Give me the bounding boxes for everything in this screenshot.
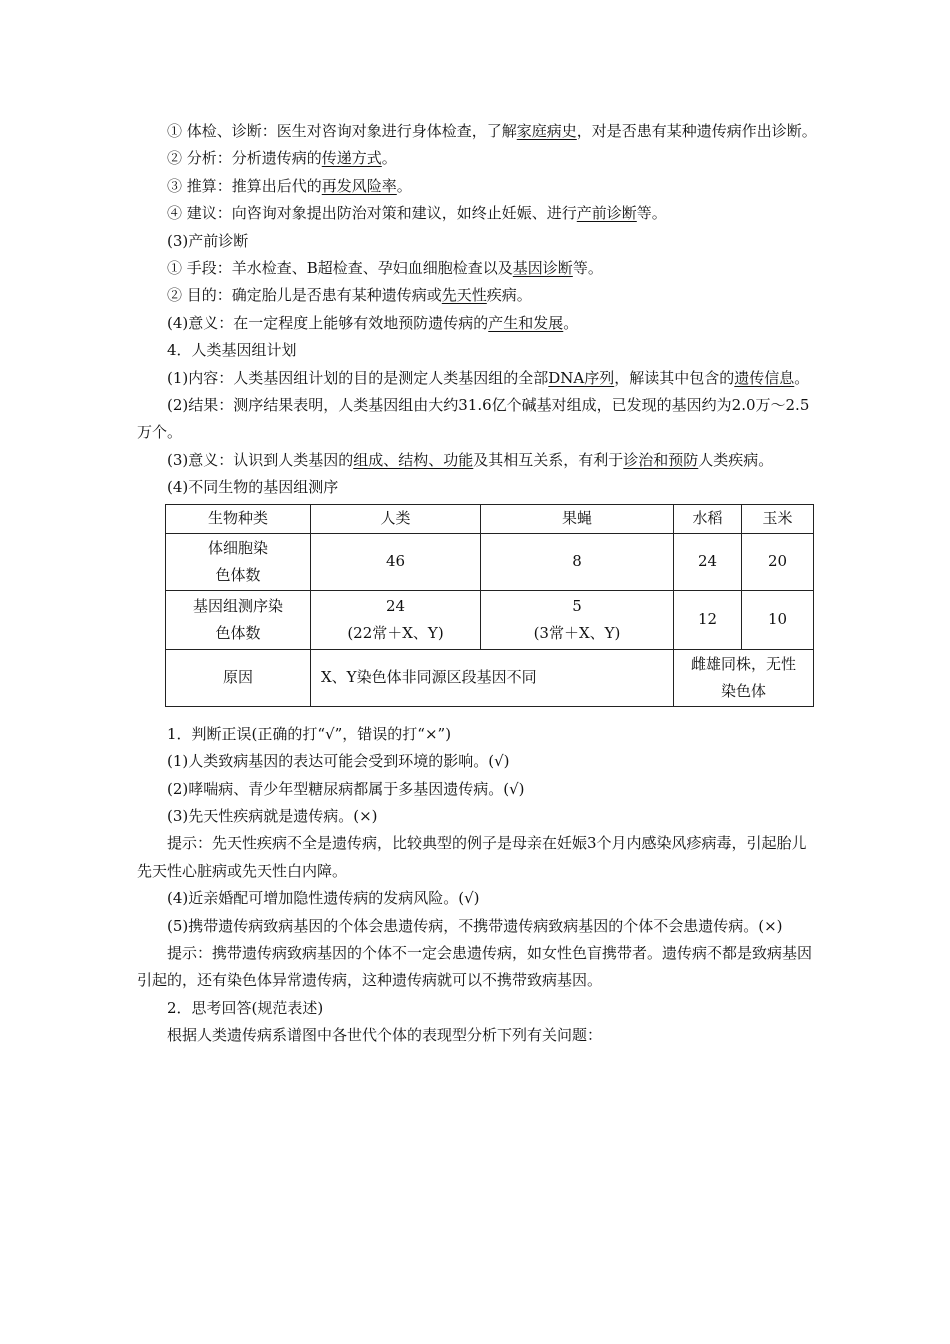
table-cell: 5 [572,596,582,615]
table-cell-note: (22常＋X、Y) [347,623,444,642]
judge-title: 1．判断正误(正确的打“√”，错误的打“×”) [167,724,452,743]
judge-hint: 提示：先天性疾病不全是遗传病，比较典型的例子是母亲在妊娠3个月内感染风疹病毒，引起胎儿先天性心脏病或先天性白内障。 [137,834,807,880]
genome-sequencing-table [165,504,814,707]
think-title: 2．思考回答(规范表述) [167,998,324,1017]
row-label: 基因组测序染色体数 [192,596,283,642]
table-cell: X、Y染色体非同源区段基因不同 [311,649,674,706]
prenatal-title: (3)产前诊断 [167,231,249,250]
table-cell: 8 [481,533,674,590]
hgp-result: (2)结果：测序结果表明，人类基因组由大约31.6亿个碱基对组成，已发现的基因约为2.0万～2.5万个。 [137,396,810,442]
table-cell: 46 [311,533,481,590]
table-header-cell: 生物种类 [166,504,311,533]
judge-hint: 提示：携带遗传病致病基因的个体不一定会患遗传病，如女性色盲携带者。遗传病不都是致病基因引起的，还有染色体异常遗传病，这种遗传病就可以不携带致病基因。 [137,943,813,990]
think-intro: 根据人类遗传病系谱图中各世代个体的表现型分析下列有关问题： [167,1026,603,1045]
counseling-step-2: ② 分析：分析遗传病的传递方式。 [167,149,397,168]
counseling-step-3: ③ 推算：推算出后代的再发风险率。 [167,176,412,195]
judge-item: (1)人类致病基因的表达可能会受到环境的影响。(√) [167,752,510,771]
prenatal-purpose: ② 目的：确定胎儿是否患有某种遗传病或先天性疾病。 [167,286,532,305]
table-title: (4)不同生物的基因组测序 [167,478,339,497]
table-cell: 24 [385,596,406,615]
row-label: 原因 [166,649,311,706]
table-cell-note: (3常＋X、Y) [533,623,621,642]
counseling-step-4: ④ 建议：向咨询对象提出防治对策和建议，如终止妊娠、进行产前诊断等。 [167,204,667,223]
table-cell: 12 [674,590,742,649]
judge-item: (2)哮喘病、青少年型糖尿病都属于多基因遗传病。(√) [167,779,525,798]
table-header-cell: 水稻 [674,504,742,533]
row-label: 体细胞染色体数 [207,538,268,584]
table-header-cell: 果蝇 [481,504,674,533]
table-cell: 雌雄同株，无性染色体 [690,654,796,700]
table-row [166,649,814,706]
document-page [137,118,817,1050]
judge-item: (5)携带遗传病致病基因的个体会患遗传病，不携带遗传病致病基因的个体不会患遗传病。(×) [167,916,783,935]
significance: (4)意义：在一定程度上能够有效地预防遗传病的产生和发展。 [167,313,579,332]
counseling-step-1: ① 体检、诊断：医生对咨询对象进行身体检查，了解家庭病史，对是否患有某种遗传病作出诊断。 [167,122,817,140]
judge-item: (4)近亲婚配可增加隐性遗传病的发病风险。(√) [167,889,480,908]
hgp-title: 4．人类基因组计划 [167,341,297,360]
table-cell: 24 [674,533,742,590]
hgp-meaning: (3)意义：认识到人类基因的组成、结构、功能及其相互关系，有利于诊治和预防人类疾病。 [167,450,774,469]
prenatal-means: ① 手段：羊水检查、B超检查、孕妇血细胞检查以及基因诊断等。 [167,259,603,278]
table-cell: 10 [742,590,814,649]
hgp-content: (1)内容：人类基因组计划的目的是测定人类基因组的全部DNA序列，解读其中包含的遗传信息。 [167,368,810,387]
table-row [166,533,814,590]
table-cell: 20 [742,533,814,590]
table-row [166,590,814,649]
table-row [166,504,814,533]
judge-item: (3)先天性疾病就是遗传病。(×) [167,806,378,825]
table-header-cell: 玉米 [742,504,814,533]
table-header-cell: 人类 [311,504,481,533]
